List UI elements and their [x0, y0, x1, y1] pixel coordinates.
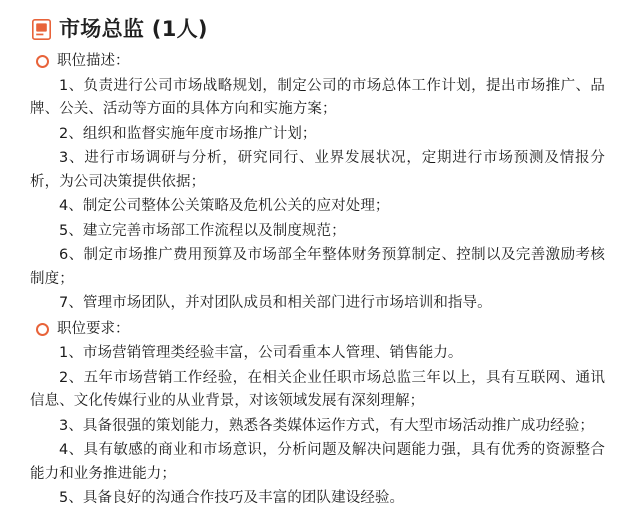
section-job-description	[30, 51, 605, 316]
paragraph: 2、五年市场营销工作经验，在相关企业任职市场总监三年以上，具有互联网、通讯信息、文化传媒行业的从业背景，对该领域发展有深刻理解；	[30, 369, 605, 410]
ring-bullet-icon	[36, 55, 49, 68]
section-heading: 职位描述：	[57, 53, 130, 70]
paragraph: 3、具备很强的策划能力，熟悉各类媒体运作方式，有大型市场活动推广成功经验；	[59, 417, 594, 434]
page-title: 市场总监 (1人)	[59, 17, 208, 41]
page-title-row	[32, 18, 605, 41]
section-heading-row	[36, 51, 605, 73]
paragraph: 2、组织和监督实施年度市场推广计划；	[59, 125, 317, 142]
section-job-requirements	[30, 319, 605, 511]
paragraph: 1、市场营销管理类经验丰富，公司看重本人管理、销售能力。	[59, 345, 463, 362]
ring-bullet-icon	[36, 323, 49, 336]
paragraph: 5、具备良好的沟通合作技巧及丰富的团队建设经验。	[59, 490, 405, 507]
section-heading-row	[36, 319, 605, 341]
paragraph: 1、负责进行公司市场战略规划，制定公司的市场总体工作计划，提出市场推广、品牌、公关、活动等方面的具体方向和实施方案；	[30, 77, 605, 118]
paragraph: 6、制定市场推广费用预算及市场部全年整体财务预算制定、控制以及完善激励考核制度；	[30, 247, 605, 287]
paragraph: 7、管理市场团队，并对团队成员和相关部门进行市场培训和指导。	[59, 295, 492, 312]
section-heading: 职位要求：	[57, 320, 130, 337]
paragraph: 5、建立完善市场部工作流程以及制度规范；	[59, 222, 346, 239]
paragraph: 4、具有敏感的商业和市场意识，分析问题及解决问题能力强，具有优秀的资源整合能力和业务推进能力；	[30, 442, 605, 482]
paragraph: 4、制定公司整体公关策略及危机公关的应对处理；	[59, 198, 390, 215]
paragraph: 3、进行市场调研与分析，研究同行、业界发展状况，定期进行市场预测及情报分析，为公司决策提供依据；	[30, 150, 605, 190]
document-badge-icon	[32, 19, 51, 40]
